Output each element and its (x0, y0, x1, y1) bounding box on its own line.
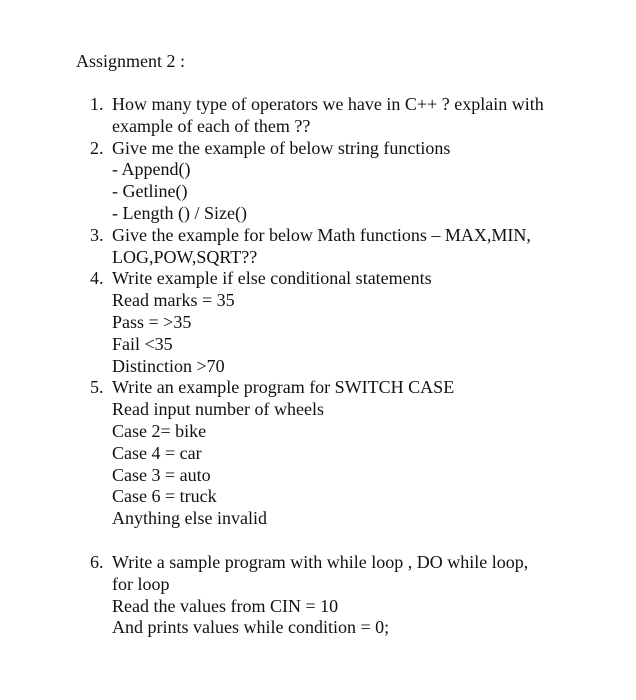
question-item-1 (90, 94, 610, 138)
question-number: 2. (90, 137, 104, 158)
detail-line: Pass = >35 (112, 311, 192, 332)
detail-line: Read the values from CIN = 10 (112, 595, 339, 616)
blank-line (90, 530, 610, 552)
question-line: Write a sample program with while loop , DO while loop, (112, 551, 529, 572)
question-number: 1. (90, 94, 104, 114)
question-number: 5. (90, 377, 104, 398)
question-item-2 (90, 138, 610, 225)
detail-line: Case 6 = truck (112, 486, 217, 507)
question-number: 4. (90, 268, 104, 289)
detail-line: Case 4 = car (112, 442, 202, 463)
detail-line: And prints values while condition = 0; (112, 617, 390, 638)
document-title: Assignment 2 : (76, 51, 186, 71)
detail-line: Case 3 = auto (112, 464, 211, 485)
question-line: Give me the example of below string functions (112, 137, 451, 158)
question-item-5 (90, 377, 610, 530)
question-number: 3. (90, 224, 104, 245)
question-number: 6. (90, 551, 104, 572)
question-item-3 (90, 225, 610, 269)
question-item-4 (90, 268, 610, 377)
question-line: for loop (112, 573, 170, 594)
detail-line: Read input number of wheels (112, 399, 324, 420)
detail-line: Fail <35 (112, 333, 173, 354)
question-list (90, 94, 610, 639)
detail-line: Case 2= bike (112, 420, 207, 441)
sub-item-line: - Length () / Size() (112, 202, 247, 223)
question-line: LOG,POW,SQRT?? (112, 246, 258, 267)
question-line: How many type of operators we have in C++ ? explain with (112, 94, 544, 114)
detail-line: Read marks = 35 (112, 290, 235, 311)
question-line: example of each of them ?? (112, 115, 311, 136)
detail-line: Anything else invalid (112, 508, 267, 529)
sub-item-line: - Append() (112, 159, 191, 180)
question-item-6 (90, 552, 610, 639)
sub-item-line: - Getline() (112, 181, 188, 202)
detail-line: Distinction >70 (112, 355, 225, 376)
question-line: Give the example for below Math functions – MAX,MIN, (112, 224, 531, 245)
question-line: Write example if else conditional statements (112, 268, 432, 289)
question-line: Write an example program for SWITCH CASE (112, 377, 455, 398)
